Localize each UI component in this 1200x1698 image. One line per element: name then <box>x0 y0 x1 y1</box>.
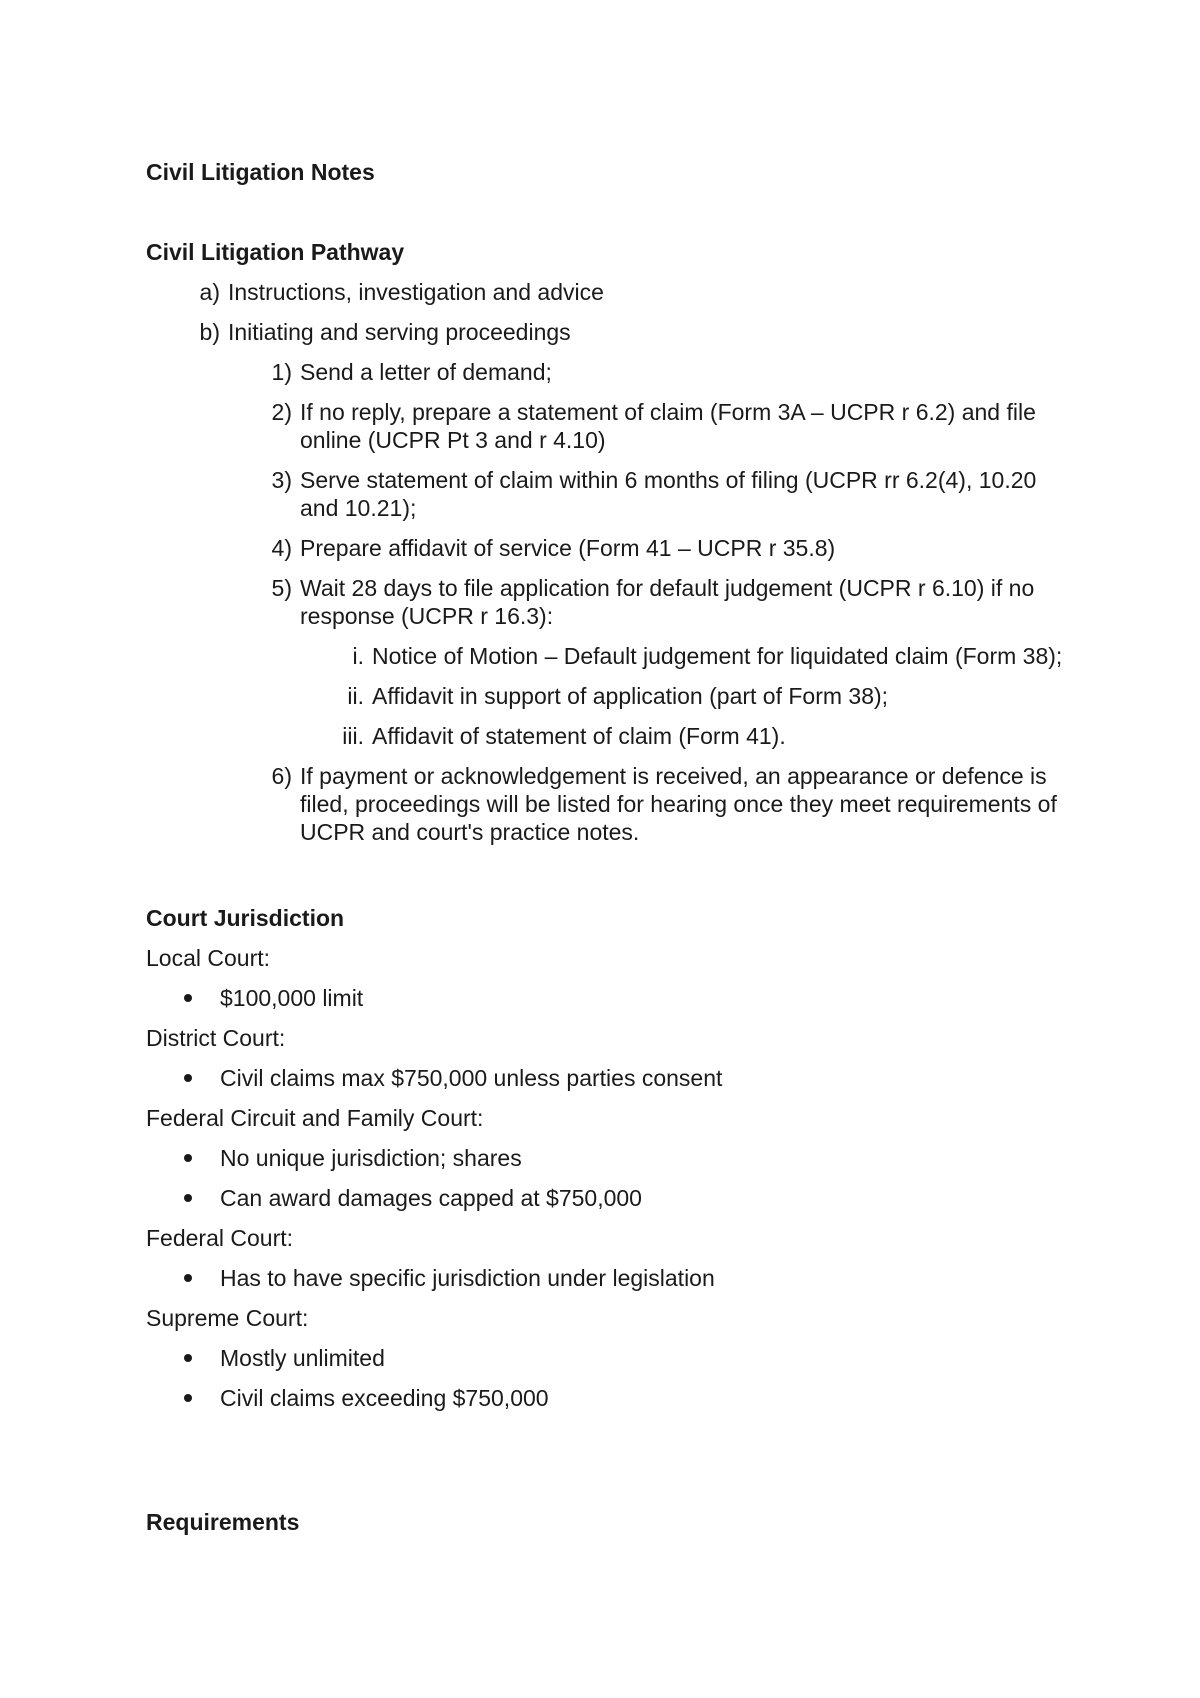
pathway-step <box>146 358 1076 386</box>
court-point <box>146 1344 1076 1372</box>
pathway-section <box>146 238 1076 846</box>
bullet-icon <box>184 1384 220 1412</box>
jurisdiction-section <box>146 904 1076 1412</box>
requirements-heading: Requirements <box>146 1509 300 1535</box>
court-name: Supreme Court: <box>146 1305 309 1331</box>
pathway-item <box>146 318 1076 346</box>
list-marker: a) <box>199 279 220 305</box>
document-page <box>146 158 1076 1548</box>
jurisdiction-heading: Court Jurisdiction <box>146 905 345 931</box>
list-marker: i. <box>352 643 364 669</box>
bullet-text: No unique jurisdiction; shares <box>220 1145 522 1171</box>
bullet-icon <box>184 1064 220 1092</box>
document-title: Civil Litigation Notes <box>146 159 375 185</box>
list-text: Notice of Motion – Default judgement for liquidated claim (Form 38); <box>372 643 1063 669</box>
court-point <box>146 1144 1076 1172</box>
list-marker: 3) <box>271 467 292 493</box>
court-point <box>146 1384 1076 1412</box>
list-marker: 4) <box>271 535 292 561</box>
list-marker: 5) <box>271 575 292 601</box>
court-point <box>146 1264 1076 1292</box>
pathway-heading: Civil Litigation Pathway <box>146 239 405 265</box>
list-text: Send a letter of demand; <box>300 359 552 385</box>
bullet-text: Civil claims max $750,000 unless parties consent <box>220 1065 723 1091</box>
pathway-substep <box>146 682 1076 710</box>
bullet-icon <box>184 1184 220 1212</box>
list-text: If no reply, prepare a statement of claim (Form 3A – UCPR r 6.2) and file online (UCPR Pt 3 and r 4.10) <box>300 399 1036 453</box>
list-text: Instructions, investigation and advice <box>228 279 604 305</box>
bullet-text: Has to have specific jurisdiction under legislation <box>220 1265 715 1291</box>
list-text: Prepare affidavit of service (Form 41 – UCPR r 35.8) <box>300 535 836 561</box>
bullet-text: $100,000 limit <box>220 985 364 1011</box>
list-marker: b) <box>199 319 220 345</box>
bullet-icon <box>184 984 220 1012</box>
pathway-step <box>146 762 1076 846</box>
pathway-substep <box>146 642 1076 670</box>
list-text: Wait 28 days to file application for default judgement (UCPR r 6.10) if no response (UCPR r 16.3): <box>300 575 1035 629</box>
list-marker: ii. <box>347 683 364 709</box>
bullet-icon <box>184 1144 220 1172</box>
list-marker: 1) <box>271 359 292 385</box>
list-text: Affidavit of statement of claim (Form 41). <box>372 723 786 749</box>
court-name: Federal Court: <box>146 1225 294 1251</box>
bullet-text: Can award damages capped at $750,000 <box>220 1185 642 1211</box>
list-text: If payment or acknowledgement is received, an appearance or defence is filed, proceedings will be listed for hearing once they meet requirements of UCPR and court's practice notes. <box>300 763 1057 845</box>
pathway-step <box>146 398 1076 454</box>
court-name: District Court: <box>146 1025 286 1051</box>
pathway-item <box>146 278 1076 306</box>
court-name: Local Court: <box>146 945 271 971</box>
pathway-step <box>146 574 1076 630</box>
court-point <box>146 1184 1076 1212</box>
bullet-text: Civil claims exceeding $750,000 <box>220 1385 549 1411</box>
list-text: Initiating and serving proceedings <box>228 319 571 345</box>
pathway-step <box>146 534 1076 562</box>
bullet-text: Mostly unlimited <box>220 1345 385 1371</box>
court-point <box>146 984 1076 1012</box>
list-marker: 6) <box>271 763 292 789</box>
list-marker: iii. <box>342 723 364 749</box>
list-text: Affidavit in support of application (part of Form 38); <box>372 683 889 709</box>
list-marker: 2) <box>271 399 292 425</box>
court-point <box>146 1064 1076 1092</box>
bullet-icon <box>184 1264 220 1292</box>
court-name: Federal Circuit and Family Court: <box>146 1105 484 1131</box>
list-text: Serve statement of claim within 6 months of filing (UCPR rr 6.2(4), 10.20 and 10.21); <box>300 467 1037 521</box>
pathway-step <box>146 466 1076 522</box>
pathway-substep <box>146 722 1076 750</box>
bullet-icon <box>184 1344 220 1372</box>
